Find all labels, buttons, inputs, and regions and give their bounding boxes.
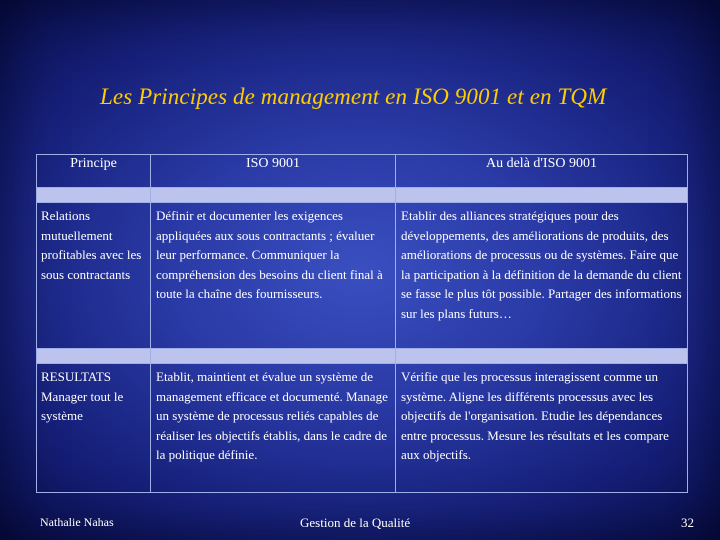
cell-iso: Etablit, maintient et évalue un système de management efficace et documenté. Manage un système de processus reliés capables de réaliser les objectifs établis, dans le cadre de la politique définie. [151, 364, 396, 493]
table-row [37, 364, 688, 493]
table-separator [37, 349, 688, 364]
table-separator [37, 188, 688, 203]
header-iso-9001: ISO 9001 [151, 155, 396, 188]
principles-table [36, 154, 688, 493]
footer-author: Nathalie Nahas [40, 515, 114, 529]
cell-principe: RESULTATS Manager tout le système [37, 364, 151, 493]
cell-beyond: Etablir des alliances stratégiques pour des développements, des améliorations de produits, des améliorations de processus ou de systèmes. Faire que la participation à la définition de la demande du client se fasse le plus tôt possible. Partager des informations sur les plans futurs… [396, 203, 688, 349]
slide-title: Les Principes de management en ISO 9001 et en TQM [100, 84, 607, 109]
page-number: 32 [681, 515, 694, 530]
header-principe: Principe [37, 155, 151, 188]
header-beyond-iso-9001: Au delà d'ISO 9001 [396, 155, 688, 188]
cell-beyond: Vérifie que les processus interagissent comme un système. Aligne les différents processus avec les objectifs de l'organisation. Etudie les dépendances entre processus. Mesure les résultats et les compare aux objectifs. [396, 364, 688, 493]
cell-principe: Relations mutuellement profitables avec les sous contractants [37, 203, 151, 349]
footer-subject: Gestion de la Qualité [300, 515, 411, 530]
cell-iso: Définir et documenter les exigences appliquées aux sous contractants ; évaluer leur performance. Communiquer la compréhension des besoins du client final à toute la chaîne des fournisseurs. [151, 203, 396, 349]
table-header-row [37, 155, 688, 188]
table-row [37, 203, 688, 349]
